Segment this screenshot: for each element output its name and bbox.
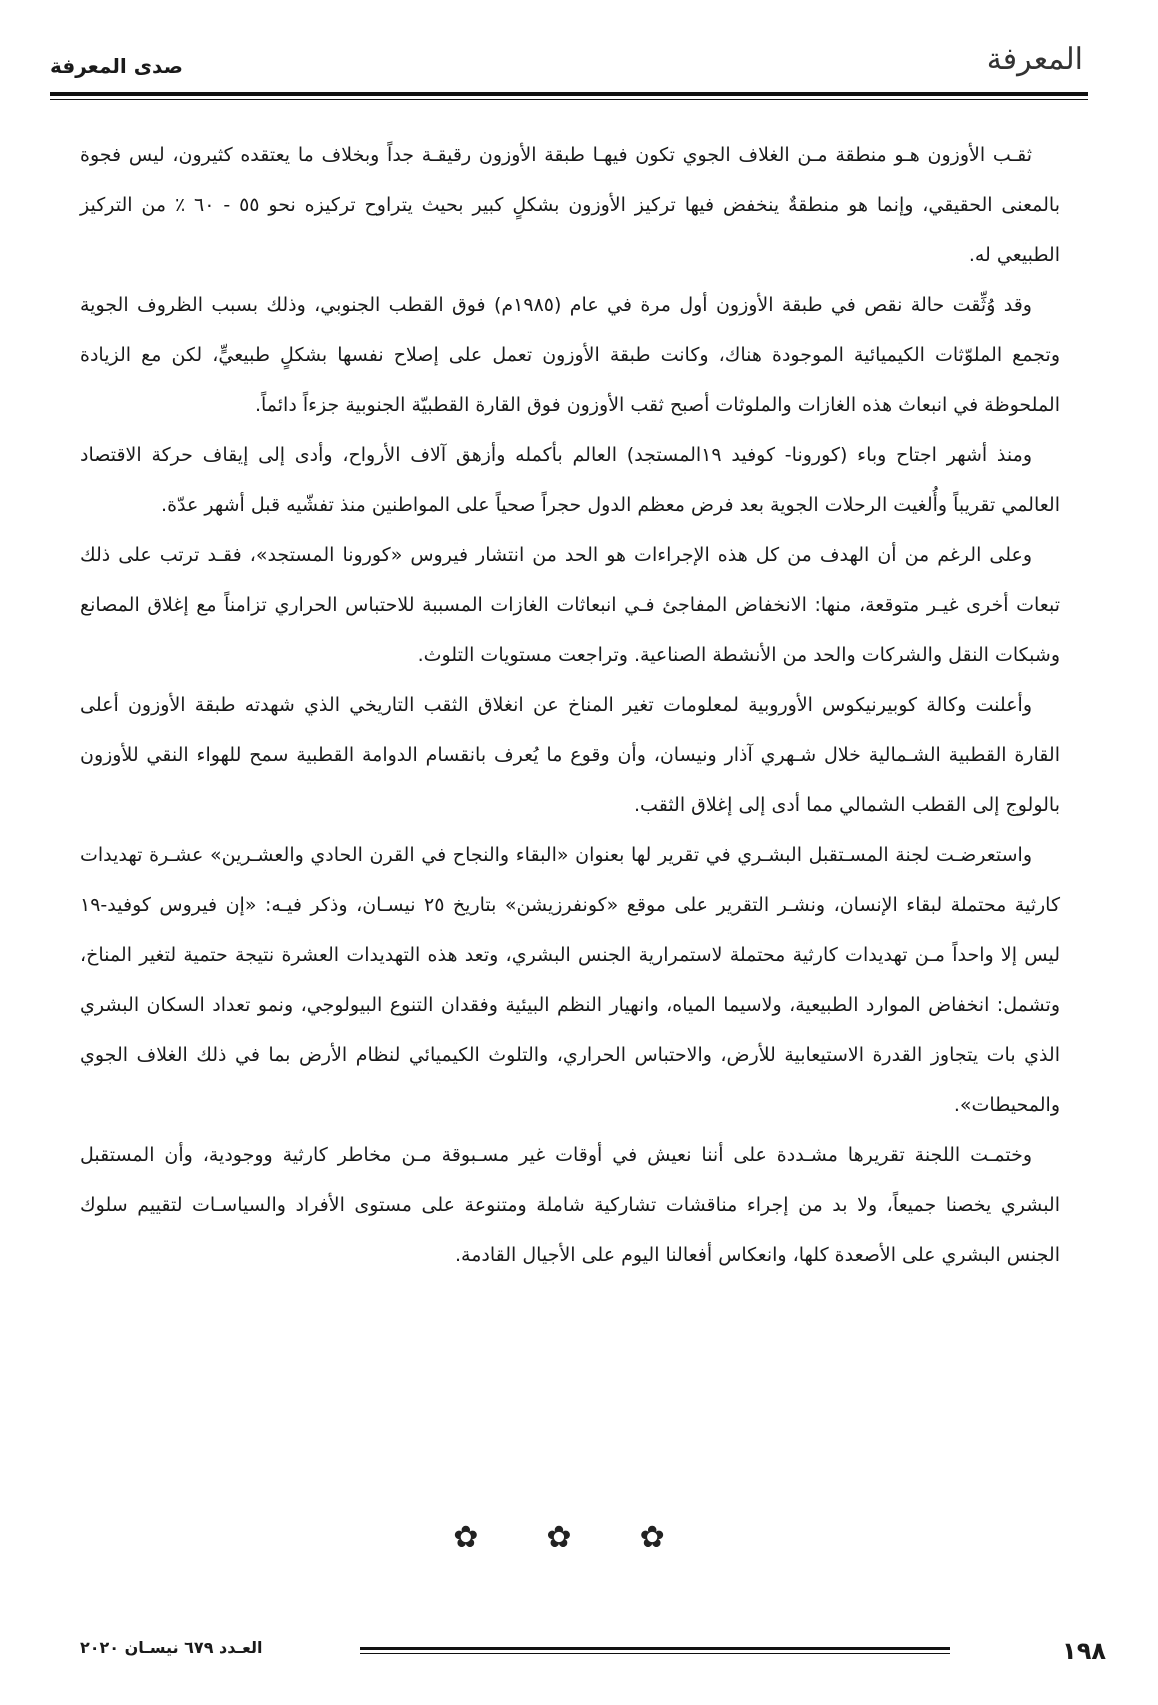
magazine-logo: المعرفة (986, 42, 1083, 77)
header-rule-thick (50, 92, 1088, 96)
footer-rule-thin (360, 1653, 950, 1654)
paragraph: ثقـب الأوزون هـو منطقة مـن الغلاف الجوي تكون فيهـا طبقة الأوزون رقيقـة جداً وبخلاف ما يعتقده كثيرون، ليس فجوة بالمعنى الحقيقي، وإنما هو منطقةٌ ينخفض فيها تركيز الأوزون بشكلٍ كبير بحيث يتراوح تركيزه نحو ٥٥ - ٦٠ ٪ من التركيز الطبيعي له. (80, 144, 1061, 266)
section-end-ornaments (0, 1520, 1158, 1555)
flower-ornament-icon: ✿ (453, 1520, 519, 1555)
paragraph: وأعلنت وكالة كوبيرنيكوس الأوروبية لمعلومات تغير المناخ عن انغلاق الثقب التاريخي الذي شهدته طبقة الأوزون أعلى القارة القطبية الشـمالية خلال شـهري آذار ونيسان، وأن وقوع ما يُعرف بانقسام الدوامة القطبية سمح للهواء النقي للأوزون بالولوج إلى القطب الشمالي مما أدى إلى إغلاق الثقب. (80, 694, 1060, 816)
issue-info: العـدد ٦٧٩ نيسـان ٢٠٢٠ (80, 1638, 263, 1657)
flower-ornament-icon: ✿ (639, 1520, 705, 1555)
paragraph: وقد وُثِّقت حالة نقص في طبقة الأوزون أول مرة في عام (١٩٨٥م) فوق القطب الجنوبي، وذلك بسبب الظروف الجوية وتجمع الملوّثات الكيميائية الموجودة هناك، وكانت طبقة الأوزون تعمل على إصلاح نفسها بشكلٍ طبيعيٍّ، لكن مع الزيادة الملحوظة في انبعاث هذه الغازات والملوثات أصبح ثقب الأوزون فوق القارة القطبيّة الجنوبية جزءاً دائماً. (80, 294, 1060, 416)
paragraph: وعلى الرغم من أن الهدف من كل هذه الإجراءات هو الحد من انتشار فيروس «كورونا المستجد»، فقـد ترتب على ذلك تبعات أخرى غيـر متوقعة، منها: الانخفاض المفاجئ فـي انبعاثات الغازات المسببة للاحتباس الحراري تزامناً مع إغلاق المصانع وشبكات النقل والشركات والحد من الأنشطة الصناعية. وتراجعت مستويات التلوث. (80, 544, 1060, 666)
paragraph: ومنذ أشهر اجتاح وباء (كورونا- كوفيد ١٩المستجد) العالم بأكمله وأزهق آلاف الأرواح، وأدى إلى إيقاف حركة الاقتصاد العالمي تقريباً وأُلغيت الرحلات الجوية بعد فرض معظم الدول حجراً صحياً على المواطنين منذ تفشّيه قبل أشهر عدّة. (80, 444, 1060, 516)
section-title: صدى المعرفة (50, 54, 183, 78)
page-header (0, 0, 1158, 110)
paragraph: وختمـت اللجنة تقريرها مشـددة على أننا نعيش في أوقات غير مسـبوقة مـن مخاطر كارثية ووجودية، وأن المستقبل البشري يخصنا جميعاً، ولا بد من إجراء مناقشات تشاركية شاملة ومتنوعة على مستوى الأفراد والسياسـات لتقييم سلوك الجنس البشري على الأصعدة كلها، وانعكاس أفعالنا اليوم على الأجيال القادمة. (80, 1144, 1060, 1266)
flower-ornament-icon: ✿ (546, 1520, 612, 1555)
page-number: ١٩٨ (1062, 1637, 1106, 1665)
footer-rule-thick (360, 1647, 950, 1650)
article-body (80, 130, 1060, 1280)
header-rule-thin (50, 99, 1088, 100)
paragraph: واستعرضـت لجنة المسـتقبل البشـري في تقرير لها بعنوان «البقاء والنجاح في القرن الحادي والعشـرين» عشـرة تهديدات كارثية محتملة لبقاء الإنسان، ونشـر التقرير على موقع «كونفرزيشن» بتاريخ ٢٥ نيسـان، وذكر فيـه: «إن فيروس كوفيد-١٩ ليس إلا واحداً مـن تهديدات كارثية محتملة لاستمرارية الجنس البشري، وتعد هذه التهديدات العشرة نتيجة حتمية لتغير المناخ، وتشمل: انخفاض الموارد الطبيعية، ولاسيما المياه، وانهيار النظم البيئية وفقدان التنوع البيولوجي، ونمو تعداد السكان البشري الذي بات يتجاوز القدرة الاستيعابية للأرض، والاحتباس الحراري، والتلوث الكيميائي لنظام الأرض بما في ذلك الغلاف الجوي والمحيطات». (80, 844, 1060, 1116)
